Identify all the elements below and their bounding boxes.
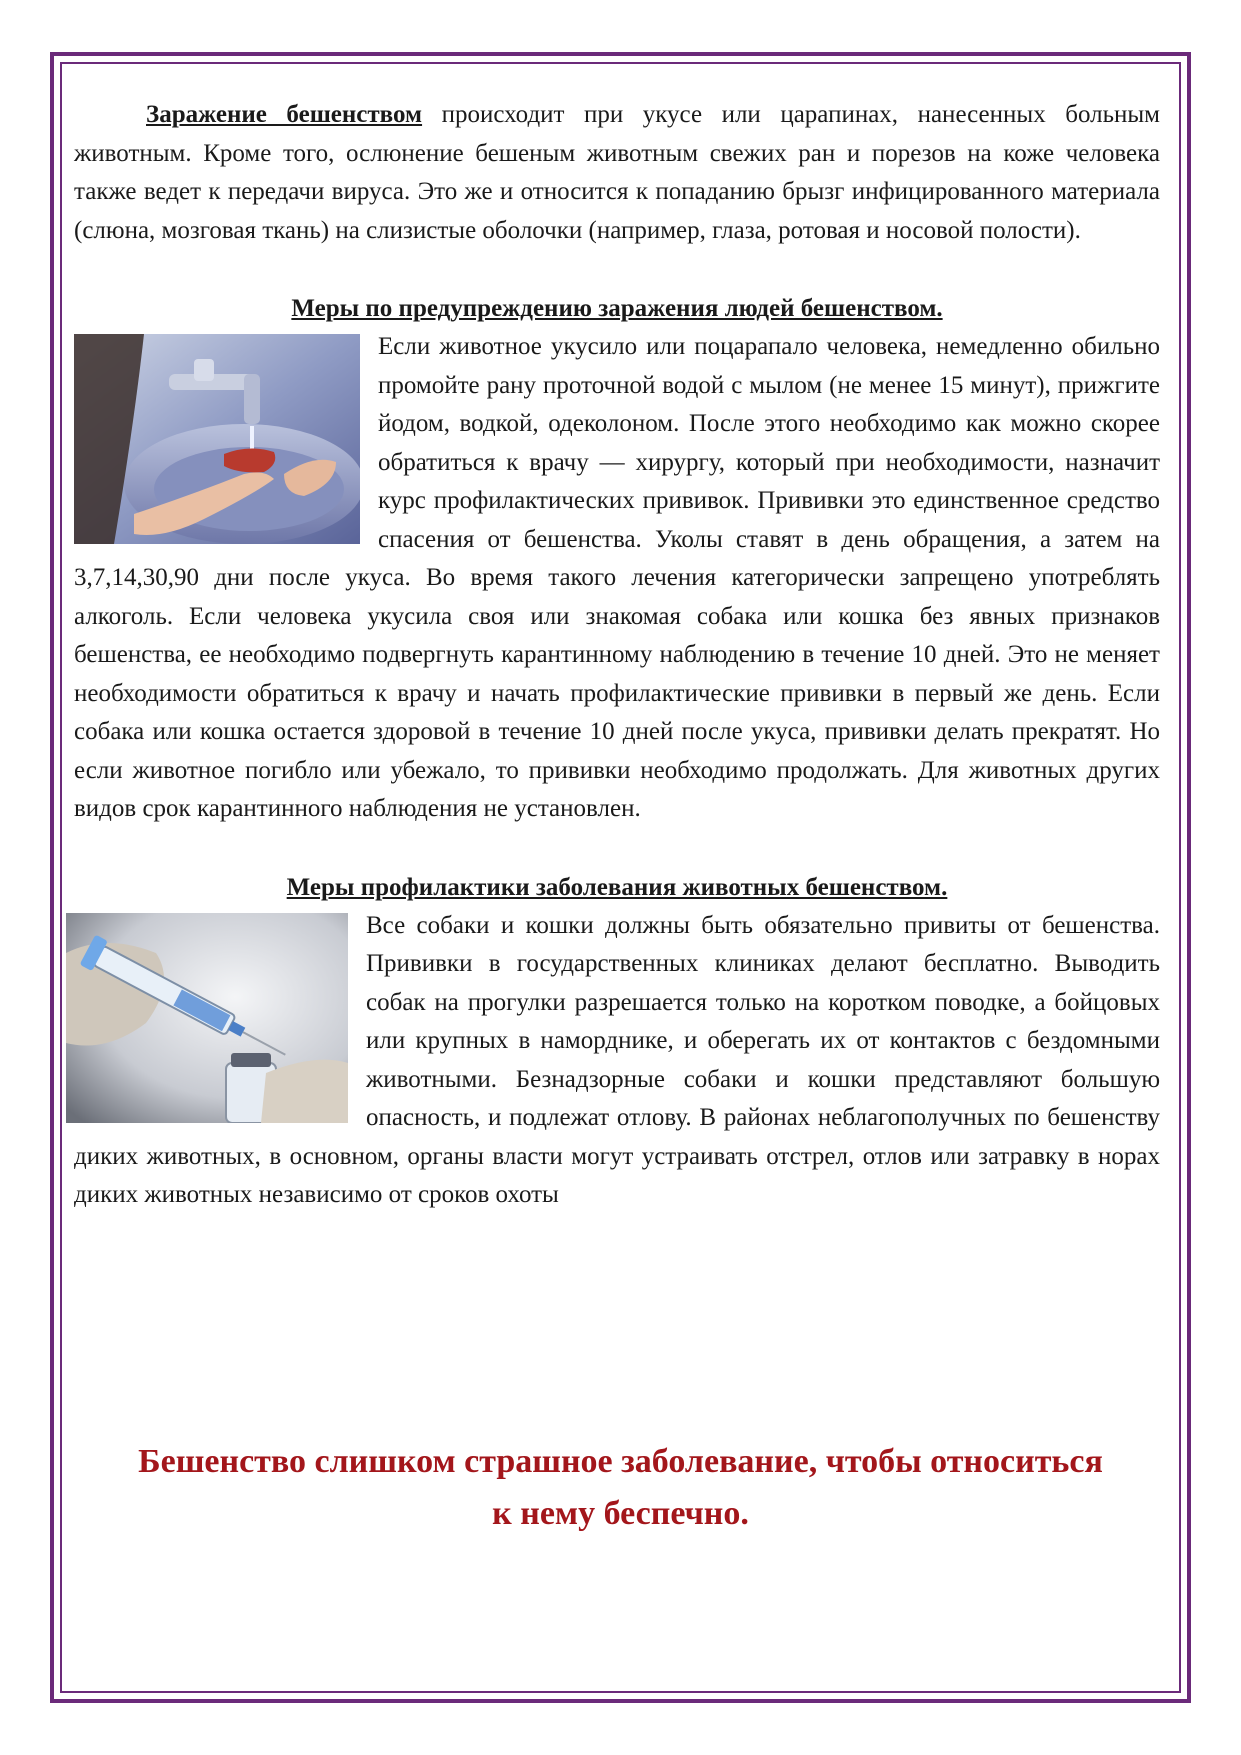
closing-line-1: Бешенство слишком страшное заболевание, чтобы относиться <box>138 1443 1103 1480</box>
hand-washing-photo <box>74 334 360 544</box>
section1-heading: Меры по предупреждению заражения людей бешенством. <box>291 295 943 322</box>
intro-paragraph <box>74 96 1160 250</box>
hand-washing-under-tap-icon <box>74 334 360 544</box>
intro-lead: Заражение бешенством <box>146 101 423 128</box>
section2-block <box>74 907 1160 1215</box>
document-body <box>74 96 1160 1215</box>
closing-warning <box>60 1436 1181 1540</box>
closing-line-2: к нему беспечно. <box>492 1495 749 1532</box>
intro-text: происходит при укусе или царапинах, нанесенных больным животным. Кроме того, ослюнение бешеным животным свежих ран и порезов на коже человека также ведет к передачи вируса. Это же и относится к попаданию брызг инфицированного материала (слюна, мозговая ткань) на слизистые оболочки (например, глаза, ротовая и носовой полости). <box>74 101 1160 244</box>
syringe-photo <box>66 913 348 1123</box>
syringe-and-vial-icon <box>66 913 348 1123</box>
section2-text: Все собаки и кошки должны быть обязательно привиты от бешенства. Прививки в государственных клиниках делают бесплатно. Выводить собак на прогулки разрешается только на коротком поводке, а бойцовых или крупных в наморднике, и оберегать их от контактов с бездомными животными. Безнадзорные собаки и кошки представляют большую опасность, и подлежат отлову. В районах неблагополучных по бешенству диких животных, в основном, органы власти могут устраивать отстрел, отлов или затравку в норах диких животных независимо от сроков охоты <box>74 911 1160 1208</box>
section1-text: Если животное укусило или поцарапало человека, немедленно обильно промойте рану проточной водой с мылом (не менее 15 минут), прижгите йодом, водкой, одеколоном. После этого необходимо как можно скорее обратиться к врачу — хирургу, который при необходимости, назначит курс профилактических прививок. Прививки это единственное средство спасения от бешенства. Уколы ставят в день обращения, а затем на 3,7,14,30,90 дни после укуса. Во время такого лечения категорически запрещено употреблять алкоголь. Если человека укусила своя или знакомая собака или кошка без явных признаков бешенства, ее необходимо подвергнуть карантинному наблюдению в течение 10 дней. Это не меняет необходимости обратиться к врачу и начать профилактические прививки в первый же день. Если собака или кошка остается здоровой в течение 10 дней после укуса, прививки делать прекратят. Но если животное погибло или убежало, то прививки необходимо продолжать. Для животных других видов срок карантинного наблюдения не установлен. <box>74 333 1160 822</box>
section1-block <box>74 328 1160 829</box>
section2-heading: Меры профилактики заболевания животных бешенством. <box>286 873 948 901</box>
